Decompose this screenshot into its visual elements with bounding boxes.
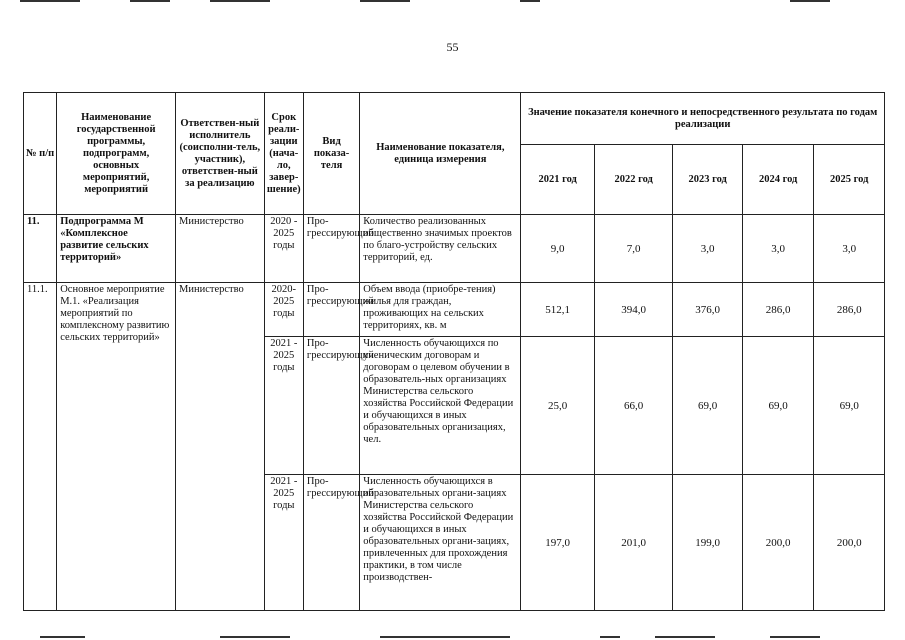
table-row <box>24 283 885 337</box>
row-value: 512,1 <box>521 283 595 337</box>
header-values-group: Значение показателя конечного и непосредственного результата по годам реализации <box>521 93 885 145</box>
page-number: 55 <box>446 40 459 54</box>
row-value: 197,0 <box>521 475 595 611</box>
header-name: Наименование государственной программы, подпрограмм, основных мероприятий, мероприятий <box>57 93 176 215</box>
header-year: 2022 год <box>594 145 673 215</box>
header-year: 2021 год <box>521 145 595 215</box>
row-value: 3,0 <box>742 215 813 283</box>
row-value: 199,0 <box>673 475 742 611</box>
row-indicator: Численность обучающихся в образовательных органи-зациях Министерства сельского хозяйства Российской Федерации и обучающихся в иных образовательных органи-зациях, привлеченных для прохождения практики, в том числе производствен- <box>360 475 521 611</box>
row-value: 69,0 <box>742 337 813 475</box>
row-value: 376,0 <box>673 283 742 337</box>
row-indicator: Количество реализованных общественно значимых проектов по благо-устройству сельских территорий, ед. <box>360 215 521 283</box>
row-value: 286,0 <box>742 283 813 337</box>
header-year: 2025 год <box>814 145 885 215</box>
row-num: 11. <box>24 215 57 283</box>
row-term: 2020-2025 годы <box>264 283 303 337</box>
header-kind: Вид показа-теля <box>303 93 359 215</box>
indicators-table <box>23 92 885 611</box>
row-value: 286,0 <box>814 283 885 337</box>
header-year: 2024 год <box>742 145 813 215</box>
header-responsible: Ответствен-ный исполнитель (соисполни-тель, участник), ответствен-ный за реализацию <box>176 93 265 215</box>
row-value: 394,0 <box>594 283 673 337</box>
row-kind: Про-грессирующий <box>303 283 359 337</box>
header-term: Срок реали-зации (нача-ло, завер-шение) <box>264 93 303 215</box>
row-indicator: Объем ввода (приобре-тения) жилья для граждан, проживающих на сельских территориях, кв. м <box>360 283 521 337</box>
header-indicator: Наименование показателя, единица измерения <box>360 93 521 215</box>
row-num: 11.1. <box>24 283 57 611</box>
row-kind: Про-грессирующий <box>303 337 359 475</box>
row-name: Основное мероприятие М.1. «Реализация мероприятий по комплексному развитию сельских территорий» <box>57 283 176 611</box>
row-term: 2021 - 2025 годы <box>264 475 303 611</box>
bottom-scan-border <box>0 632 905 640</box>
row-responsible: Министерство <box>176 283 265 611</box>
row-value: 200,0 <box>814 475 885 611</box>
row-value: 201,0 <box>594 475 673 611</box>
row-value: 25,0 <box>521 337 595 475</box>
row-kind: Про-грессирующий <box>303 215 359 283</box>
row-kind: Про-грессирующий <box>303 475 359 611</box>
top-scan-border <box>0 0 905 3</box>
row-term: 2020 - 2025 годы <box>264 215 303 283</box>
row-responsible: Министерство <box>176 215 265 283</box>
header-num: № п/п <box>24 93 57 215</box>
row-value: 3,0 <box>673 215 742 283</box>
header-year: 2023 год <box>673 145 742 215</box>
row-name: Подпрограмма М «Комплексное развитие сельских территорий» <box>57 215 176 283</box>
row-value: 200,0 <box>742 475 813 611</box>
table-row <box>24 215 885 283</box>
row-value: 66,0 <box>594 337 673 475</box>
row-term: 2021 - 2025 годы <box>264 337 303 475</box>
row-value: 7,0 <box>594 215 673 283</box>
row-indicator: Численность обучающихся по ученическим договорам и договорам о целевом обучении в образователь-ных организациях Министерства сельского хозяйства Российской Федерации и обучающихся в иных образовательных организациях, чел. <box>360 337 521 475</box>
row-value: 69,0 <box>814 337 885 475</box>
row-value: 69,0 <box>673 337 742 475</box>
row-value: 3,0 <box>814 215 885 283</box>
row-value: 9,0 <box>521 215 595 283</box>
